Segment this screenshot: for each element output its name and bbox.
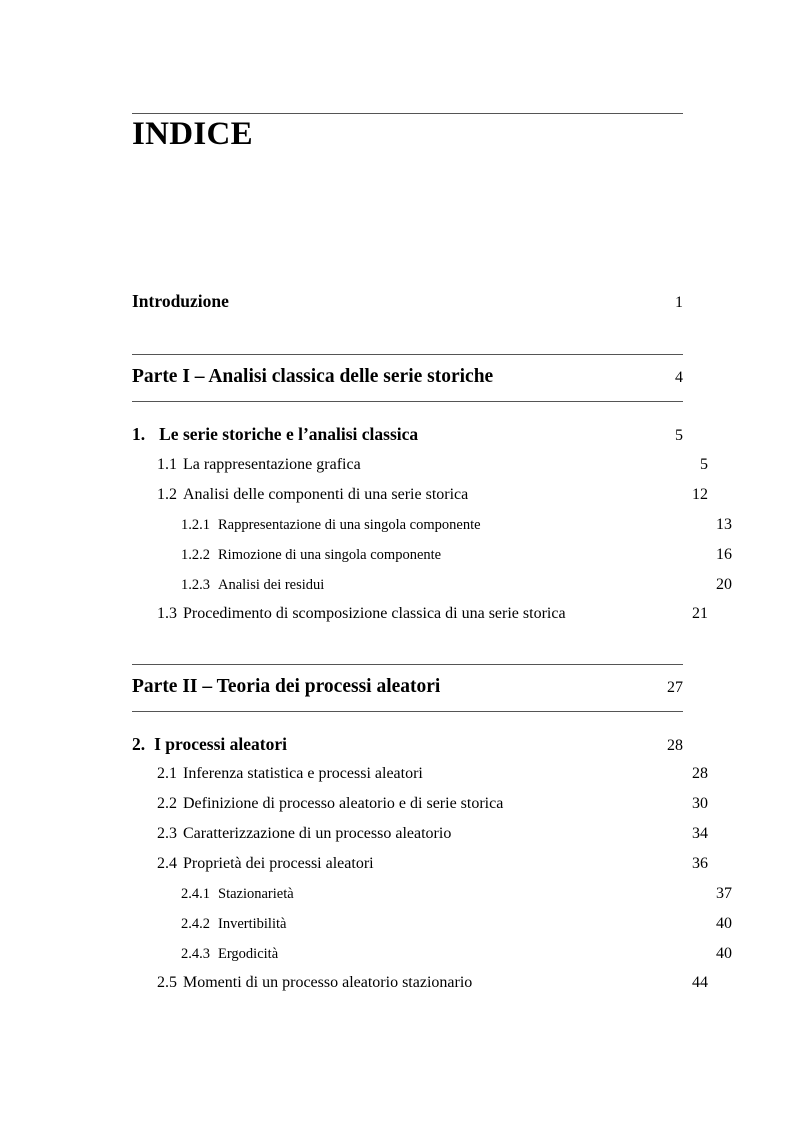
toc-entry-page: 40	[716, 945, 732, 962]
toc-entry-number: 1.	[132, 424, 146, 444]
toc-entry-1-1[interactable]	[132, 456, 708, 474]
toc-entry-number: 1.2.3	[181, 577, 210, 593]
toc-entry-label: Caratterizzazione di un processo aleatorio	[183, 825, 452, 842]
toc-entry-number: 2.3	[157, 825, 177, 842]
toc-entry-page: 1	[675, 294, 683, 311]
toc-entry-number: 2.1	[157, 765, 177, 782]
toc-entry-label: Parte II – Teoria dei processi aleatori	[132, 676, 441, 697]
toc-entry-page: 44	[692, 974, 708, 991]
toc-entry-number: 1.1	[157, 456, 177, 473]
toc-entry-2-1[interactable]	[132, 765, 708, 783]
toc-entry-number: 2.4.2	[181, 916, 210, 932]
toc-entry-label: Le serie storiche e l’analisi classica	[159, 424, 419, 444]
toc-entry-page: 12	[692, 486, 708, 503]
toc-entry-page: 30	[692, 795, 708, 812]
toc-entry-label: Analisi dei residui	[218, 577, 325, 593]
toc-entry-number: 1.3	[157, 605, 177, 622]
toc-entry-label: Proprietà dei processi aleatori	[183, 855, 374, 872]
toc-entry-page: 28	[692, 765, 708, 782]
toc-entry-page: 20	[716, 576, 732, 593]
toc-entry-number: 1.2.1	[181, 517, 210, 533]
toc-entry-label: Rimozione di una singola componente	[218, 547, 442, 563]
toc-entry-label: Definizione di processo aleatorio e di serie storica	[183, 795, 504, 812]
toc-entry-page: 37	[716, 885, 732, 902]
toc-entry-label: La rappresentazione grafica	[183, 456, 361, 473]
toc-entry-label: Introduzione	[132, 291, 229, 311]
toc-entry-number: 2.4	[157, 855, 177, 872]
toc-entry-introduzione[interactable]	[132, 291, 683, 312]
toc-entry-label: Inferenza statistica e processi aleatori	[183, 765, 423, 782]
toc-entry-label: Rappresentazione di una singola componente	[218, 517, 481, 533]
toc-entry-page: 13	[716, 516, 732, 533]
toc-entry-number: 2.2	[157, 795, 177, 812]
toc-entry-page: 5	[675, 427, 683, 444]
toc-entry-chapter2[interactable]	[132, 734, 683, 755]
toc-entry-part2[interactable]	[132, 676, 683, 698]
toc-entry-number: 1.2	[157, 486, 177, 503]
toc-entry-1-2[interactable]	[132, 486, 708, 504]
toc-entry-1-2-2[interactable]	[132, 546, 732, 564]
toc-entry-number: 2.5	[157, 974, 177, 991]
toc-entry-page: 34	[692, 825, 708, 842]
toc-entry-chapter1[interactable]	[132, 424, 683, 445]
part1-bottom-rule	[132, 401, 683, 402]
toc-entry-1-2-1[interactable]	[132, 516, 732, 534]
toc-entry-number: 2.	[132, 734, 146, 754]
page-title: INDICE	[132, 116, 253, 152]
toc-entry-page: 5	[700, 456, 708, 473]
part1-top-rule	[132, 354, 683, 355]
toc-entry-number: 1.2.2	[181, 547, 210, 563]
part2-bottom-rule	[132, 711, 683, 712]
toc-entry-part1[interactable]	[132, 366, 683, 388]
toc-entry-2-4-2[interactable]	[132, 915, 732, 933]
toc-entry-label: I processi aleatori	[154, 734, 287, 754]
toc-entry-page: 36	[692, 855, 708, 872]
toc-entry-label: Stazionarietà	[218, 886, 294, 902]
toc-entry-page: 27	[667, 679, 683, 696]
toc-entry-label: Ergodicità	[218, 946, 279, 962]
toc-entry-label: Invertibilità	[218, 916, 287, 932]
toc-entry-2-3[interactable]	[132, 825, 708, 843]
toc-entry-number: 2.4.1	[181, 886, 210, 902]
toc-entry-label: Procedimento di scomposizione classica di una serie storica	[183, 605, 566, 622]
toc-entry-1-2-3[interactable]	[132, 576, 732, 594]
toc-entry-number: 2.4.3	[181, 946, 210, 962]
toc-entry-2-5[interactable]	[132, 974, 708, 992]
toc-entry-label: Analisi delle componenti di una serie storica	[183, 486, 469, 503]
toc-entry-label: Momenti di un processo aleatorio stazionario	[183, 974, 473, 991]
toc-entry-2-4-1[interactable]	[132, 885, 732, 903]
toc-entry-label: Parte I – Analisi classica delle serie storiche	[132, 366, 494, 387]
toc-entry-page: 21	[692, 605, 708, 622]
toc-entry-page: 4	[675, 369, 683, 386]
toc-entry-page: 40	[716, 915, 732, 932]
toc-entry-2-2[interactable]	[132, 795, 708, 813]
toc-entry-page: 16	[716, 546, 732, 563]
toc-entry-1-3[interactable]	[132, 605, 708, 623]
part2-top-rule	[132, 664, 683, 665]
toc-entry-page: 28	[667, 737, 683, 754]
toc-entry-2-4-3[interactable]	[132, 945, 732, 963]
toc-entry-2-4[interactable]	[132, 855, 708, 873]
